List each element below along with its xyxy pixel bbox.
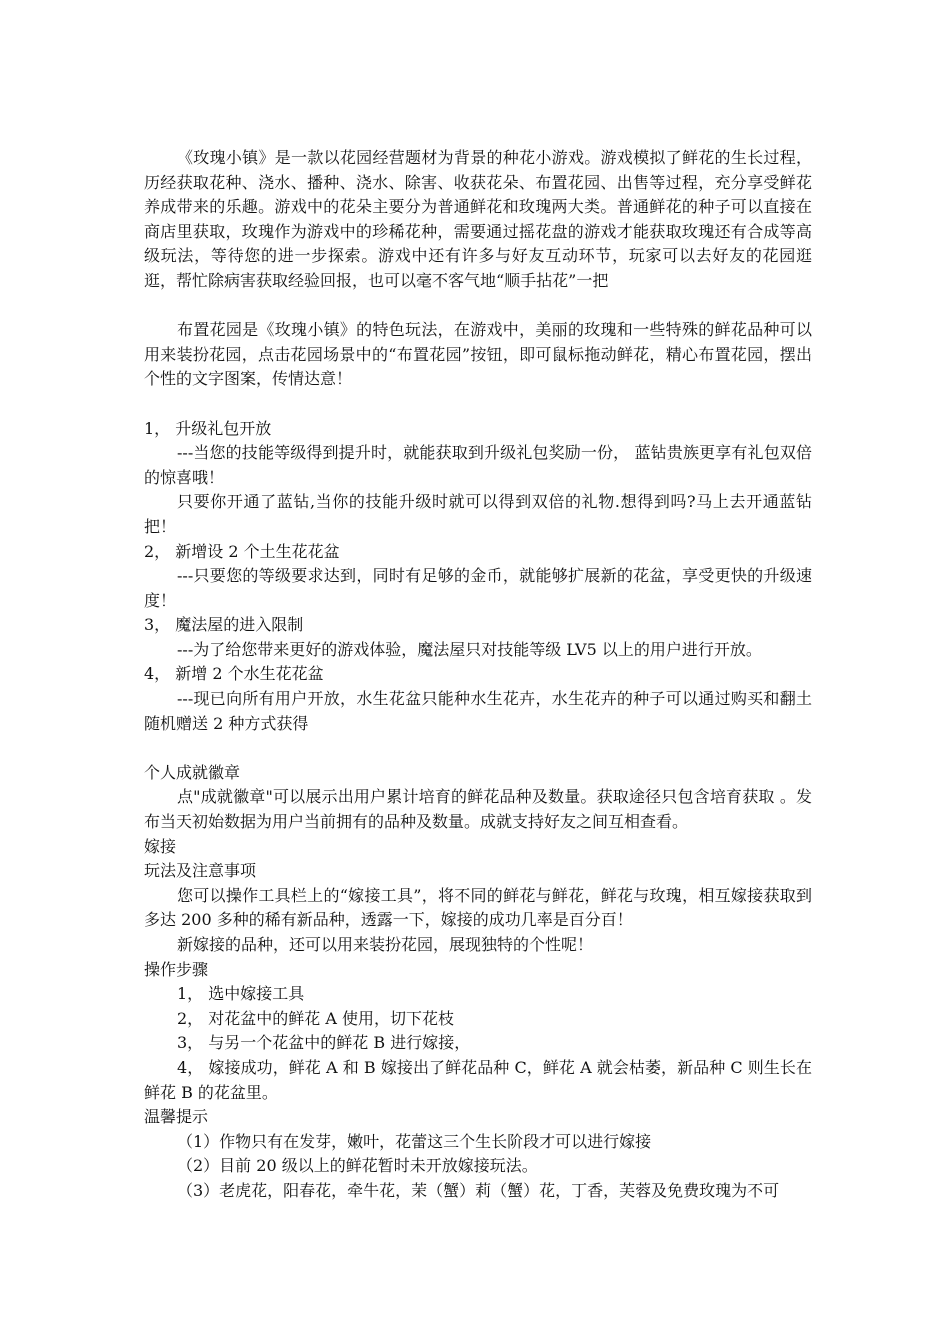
step-item-2: 2， 对花盆中的鲜花 A 使用，切下花枝 [177,1008,454,1028]
update-title-3: 3， 魔法屋的进入限制 [144,615,304,635]
graft-paragraph-2: 新嫁接的品种，还可以用来装扮花园，展现独特的个性呢！ [177,935,594,954]
spacer [144,736,812,761]
update-text-3: ---为了给您带来更好的游戏体验，魔法屋只对技能等级 LV5 以上的用户进行开放。 [177,639,762,659]
tip-item-3: （3）老虎花，阳春花，牵牛花，茉（蟹）莉（蟹）花，丁香，芙蓉及免费玫瑰为不可 [177,1180,780,1200]
update-text-2: ---只要您的等级要求达到，同时有足够的金币，就能够扩展新的花盆，享受更快的升级速度！ [144,566,812,610]
update-title-4: 4， 新增 2 个水生花花盆 [144,664,324,684]
tip-item-2: （2）目前 20 级以上的鲜花暂时未开放嫁接玩法。 [177,1156,538,1176]
steps-heading: 操作步骤 [144,959,209,979]
update-title-1: 1， 升级礼包开放 [144,418,272,438]
graft-paragraph-1: 您可以操作工具栏上的“嫁接工具”，将不同的鲜花与鲜花，鲜花与玫瑰，相互嫁接获取到多达 200 多种的稀有新品种，透露一下，嫁接的成功几率是百分百！ [144,885,812,930]
badge-text: 点"成就徽章"可以展示出用户累计培育的鲜花品种及数量。获取途径只包含培育获取 。发布当天初始数据为用户当前拥有的品种及数量。成就支持好友之间互相查看。 [144,787,812,832]
garden-paragraph: 布置花园是《玫瑰小镇》的特色玩法，在游戏中，美丽的玫瑰和一些特殊的鲜花品种可以用来装扮花园，点击花园场景中的“布置花园”按钮，即可鼠标拖动鲜花，精心布置花园，摆出个性的文字图案，传情达意！ [144,320,812,389]
update-text-4: ---现已向所有用户开放，水生花盆只能种水生花卉，水生花卉的种子可以通过购买和翻土随机赠送 2 种方式获得 [144,689,812,733]
tip-item-1: （1）作物只有在发芽，嫩叶，花蕾这三个生长阶段才可以进行嫁接 [177,1131,652,1151]
step-item-3: 3， 与另一个花盆中的鲜花 B 进行嫁接， [177,1033,471,1053]
graft-heading: 嫁接 [144,836,177,856]
spacer [144,392,812,417]
step-item-1: 1， 选中嫁接工具 [177,984,305,1004]
tips-heading: 温馨提示 [144,1107,209,1127]
step-item-4: 4， 嫁接成功，鲜花 A 和 B 嫁接出了鲜花品种 C，鲜花 A 就会枯萎，新品种 C 则生长在鲜花 B 的花盆里。 [144,1057,812,1102]
spacer [144,294,812,319]
badge-heading: 个人成就徽章 [144,762,241,782]
document-page [144,146,812,1204]
update-title-2: 2， 新增设 2 个土生花花盆 [144,541,340,561]
intro-paragraph: 《玫瑰小镇》是一款以花园经营题材为背景的种花小游戏。游戏模拟了鲜花的生长过程，历经获取花种、浇水、播种、浇水、除害、收获花朵、布置花园、出售等过程，充分享受鲜花养成带来的乐趣。游戏中的花朵主要分为普通鲜花和玫瑰两大类。普通鲜花的种子可以直接在商店里获取，玫瑰作为游戏中的珍稀花种，需要通过摇花盘的游戏才能获取玫瑰还有合成等高级玩法，等待您的进一步探索。游戏中还有许多与好友互动环节，玩家可以去好友的花园逛逛，帮忙除病害获取经验回报，也可以毫不客气地“顺手拈花”一把 [144,148,812,290]
update-text-1a: ---当您的技能等级得到提升时，就能获取到升级礼包奖励一份， 蓝钻贵族更享有礼包双倍的惊喜哦！ [144,443,812,487]
update-text-1b: 只要你开通了蓝钻,当你的技能升级时就可以得到双倍的礼物.想得到吗?马上去开通蓝钻把！ [144,492,812,536]
graft-subheading: 玩法及注意事项 [144,861,257,881]
